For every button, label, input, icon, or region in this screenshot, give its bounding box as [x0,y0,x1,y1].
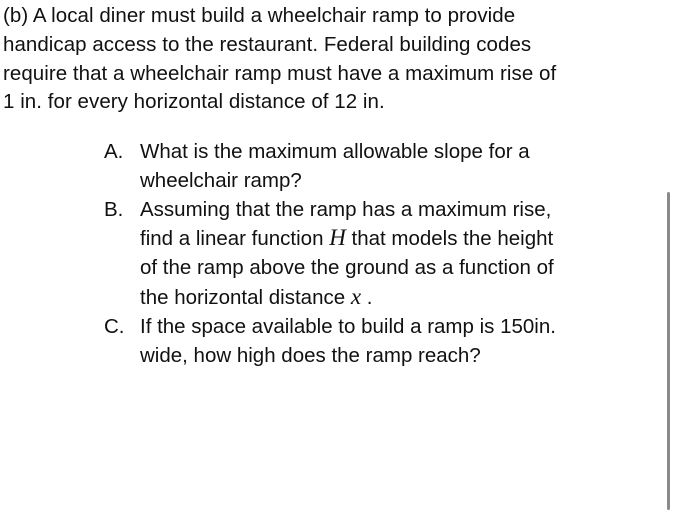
question-letter: C. [104,314,125,338]
question-text: find a linear function [140,227,330,251]
question-c [104,313,654,371]
question-text: . [361,285,373,309]
problem-line: 1 in. for every horizontal distance of 12 in. [3,90,385,114]
question-list [104,138,654,370]
question-text: that models the height [345,227,554,251]
problem-line: (b) A local diner must build a wheelchair ramp to provide [3,4,516,27]
question-a [104,138,654,196]
question-text: What is the maximum allowable slope for a [140,140,530,163]
problem-line: handicap access to the restaurant. Federal building codes [3,32,532,56]
problem-line: require that a wheelchair ramp must have a maximum rise of [3,61,557,85]
question-text: wide, how high does the ramp reach? [140,343,481,367]
question-text: the horizontal distance [140,285,351,309]
question-text: wheelchair ramp? [140,168,302,192]
math-variable-h: H [329,225,346,251]
vertical-scrollbar[interactable] [667,192,670,510]
question-text: Assuming that the ramp has a maximum rise, [140,197,552,221]
question-text: If the space available to build a ramp is 150in. [140,314,556,338]
question-text: of the ramp above the ground as a function of [140,256,554,280]
question-text-line [140,283,654,313]
problem-statement [3,2,663,117]
question-b [104,196,654,313]
question-letter: B. [104,197,124,221]
question-letter: A. [104,140,124,163]
math-variable-x: x [350,283,362,309]
question-text-line [140,224,654,254]
